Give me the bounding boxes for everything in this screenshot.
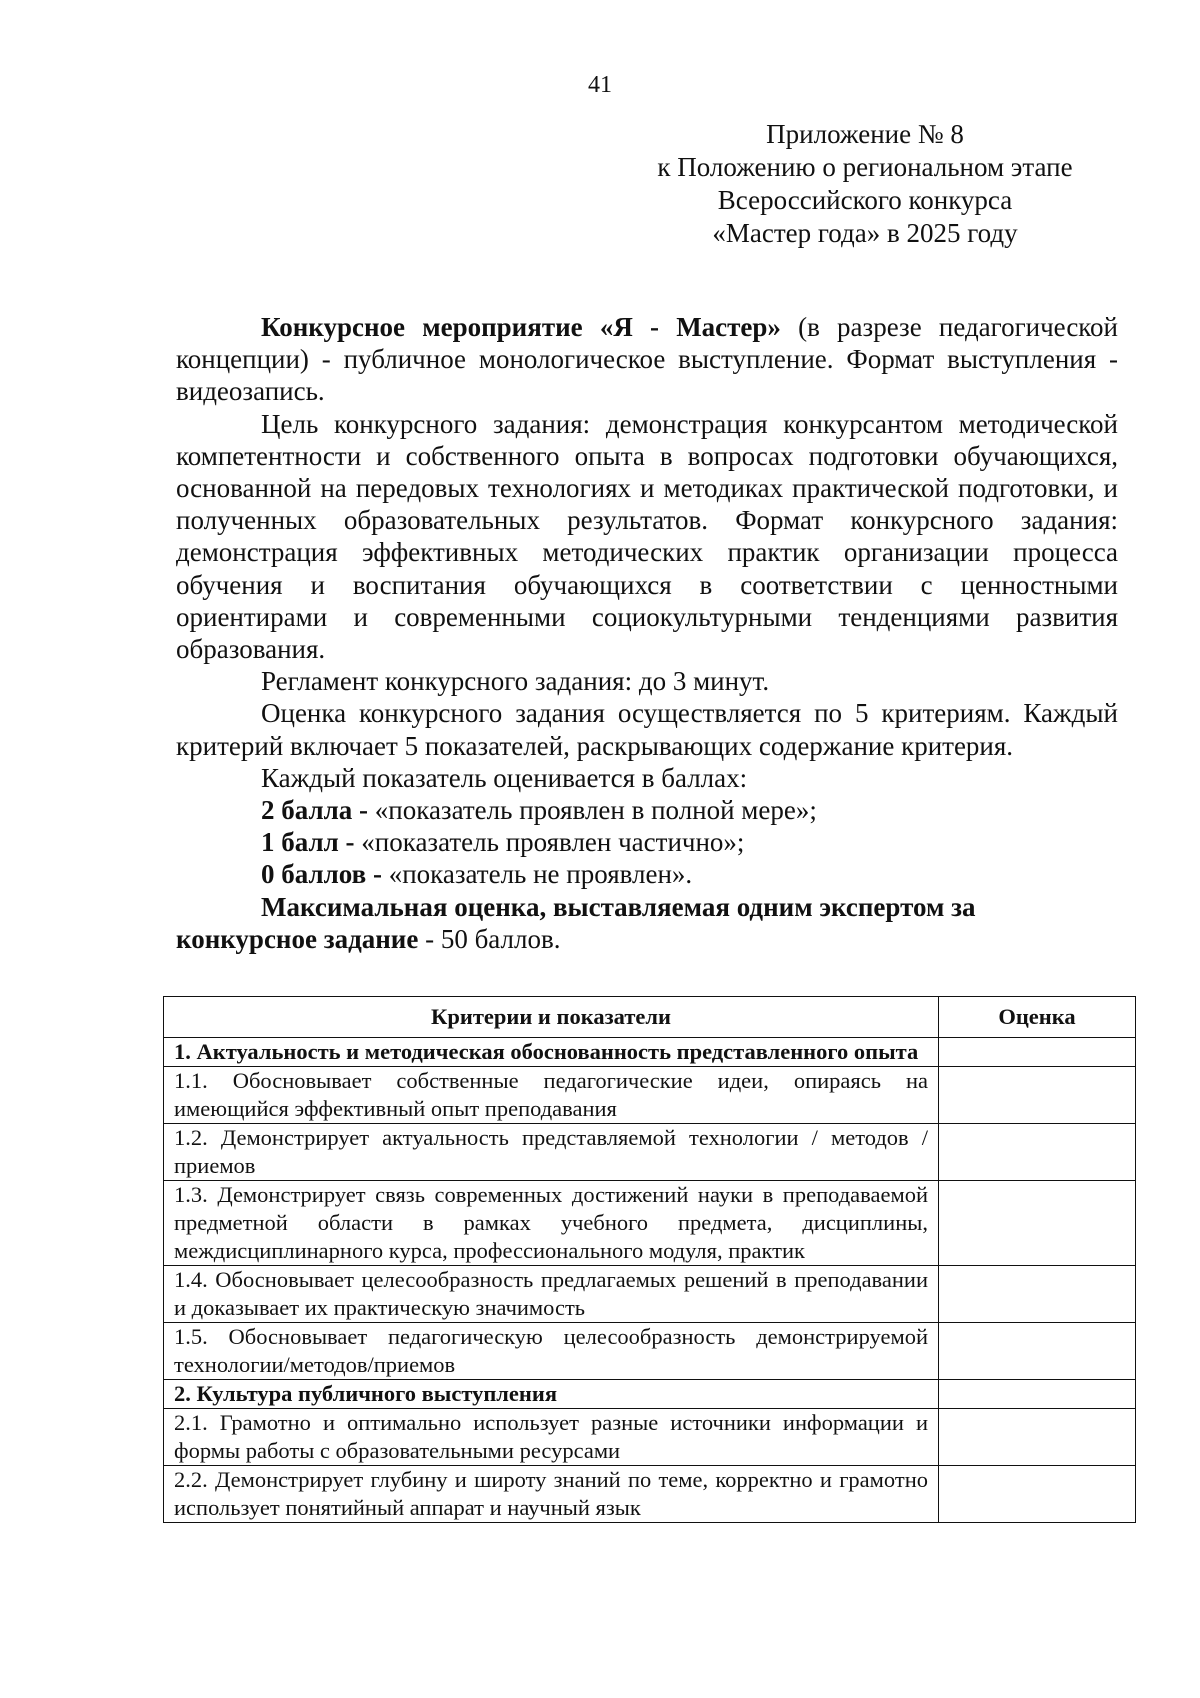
score-0-line (176, 858, 1118, 890)
indicator-text: 1.2. Демонстрирует актуальность представляемой технологии / методов / приемов (164, 1124, 939, 1181)
intro-paragraph (176, 311, 1118, 408)
score-column-header: Оценка (939, 997, 1136, 1038)
score-2-line (176, 794, 1118, 826)
score-cell[interactable] (939, 1038, 1136, 1067)
score-cell[interactable] (939, 1409, 1136, 1466)
indicator-text: 1.1. Обосновывает собственные педагогические идеи, опираясь на имеющийся эффективный опыт преподавания (164, 1067, 939, 1124)
criteria-indicator-row (164, 1409, 1136, 1466)
criteria-indicator-row (164, 1067, 1136, 1124)
score-cell[interactable] (939, 1124, 1136, 1181)
appendix-line-3: Всероссийского конкурса (717, 185, 1013, 215)
table-header-row (164, 997, 1136, 1038)
score-cell[interactable] (939, 1266, 1136, 1323)
section-title: 2. Культура публичного выступления (164, 1380, 939, 1409)
appendix-header (625, 118, 1105, 250)
score-2-text: «показатель проявлен в полной мере»; (368, 795, 817, 826)
criteria-section-row (164, 1038, 1136, 1067)
criteria-indicator-row (164, 1124, 1136, 1181)
score-cell[interactable] (939, 1380, 1136, 1409)
max-score-label: Максимальная оценка, выставляемая одним экспертом за конкурсное задание (176, 891, 976, 954)
max-score-text: - 50 баллов. (418, 923, 561, 954)
appendix-line-2: к Положению о региональном этапе (657, 152, 1073, 182)
scoring-intro: Каждый показатель оценивается в баллах: (261, 762, 748, 793)
appendix-title: Приложение № 8 (766, 119, 964, 149)
section-title: 1. Актуальность и методическая обоснованность представленного опыта (164, 1038, 939, 1067)
indicator-text: 1.4. Обосновывает целесообразность предлагаемых решений в преподавании и доказывает их практическую значимость (164, 1266, 939, 1323)
indicator-text: 2.2. Демонстрирует глубину и широту знаний по теме, корректно и грамотно использует понятийный аппарат и научный язык (164, 1466, 939, 1523)
criteria-section-row (164, 1380, 1136, 1409)
page-number: 41 (588, 72, 612, 98)
score-1-text: «показатель проявлен частично»; (354, 827, 745, 858)
criteria-indicator-row (164, 1181, 1136, 1266)
appendix-line-4: «Мастер года» в 2025 году (712, 218, 1018, 248)
score-cell[interactable] (939, 1181, 1136, 1266)
event-description: (в разрезе педагогической концепции) - публичное монологическое выступление. Формат выступления - видеозапись. (176, 312, 1119, 407)
score-cell[interactable] (939, 1067, 1136, 1124)
criteria-indicator-row (164, 1323, 1136, 1380)
score-1-label: 1 балл - (261, 827, 355, 858)
score-0-label: 0 баллов - (261, 859, 382, 890)
criteria-table (163, 996, 1136, 1523)
indicator-text: 1.5. Обосновывает педагогическую целесообразность демонстрируемой технологии/методов/приемов (164, 1323, 939, 1380)
score-cell[interactable] (939, 1466, 1136, 1523)
score-2-label: 2 балла - (261, 795, 369, 826)
score-1-line (176, 826, 1118, 858)
max-score-paragraph (176, 891, 1118, 955)
evaluation-paragraph: Оценка конкурсного задания осуществляется по 5 критериям. Каждый критерий включает 5 показателей, раскрывающих содержание критерия. (176, 698, 1118, 761)
criteria-column-header: Критерии и показатели (164, 997, 939, 1038)
criteria-table-body (164, 1038, 1136, 1523)
score-0-text: «показатель не проявлен». (381, 859, 693, 890)
score-cell[interactable] (939, 1323, 1136, 1380)
criteria-indicator-row (164, 1266, 1136, 1323)
indicator-text: 2.1. Грамотно и оптимально использует разные источники информации и формы работы с образовательными ресурсами (164, 1409, 939, 1466)
indicator-text: 1.3. Демонстрирует связь современных достижений науки в преподаваемой предметной области в рамках учебного предмета, дисциплины, междисциплинарного курса, профессионального модуля, практик (164, 1181, 939, 1266)
time-limit-paragraph: Регламент конкурсного задания: до 3 минут. (261, 666, 770, 697)
event-title: Конкурсное мероприятие «Я - Мастер» (261, 312, 781, 342)
goal-paragraph: Цель конкурсного задания: демонстрация конкурсантом методической компетентности и собственного опыта в вопросах подготовки обучающихся, основанной на передовых технологиях и методиках практической подготовки, и полученных образовательных результатов. Формат конкурсного задания: демонстрация эффективных методических практик организации процесса обучения и воспитания обучающихся в соответствии с ценностными ориентирами и современными социокультурными тенденциями развития образования. (176, 408, 1118, 665)
body-text (176, 311, 1118, 955)
criteria-indicator-row (164, 1466, 1136, 1523)
